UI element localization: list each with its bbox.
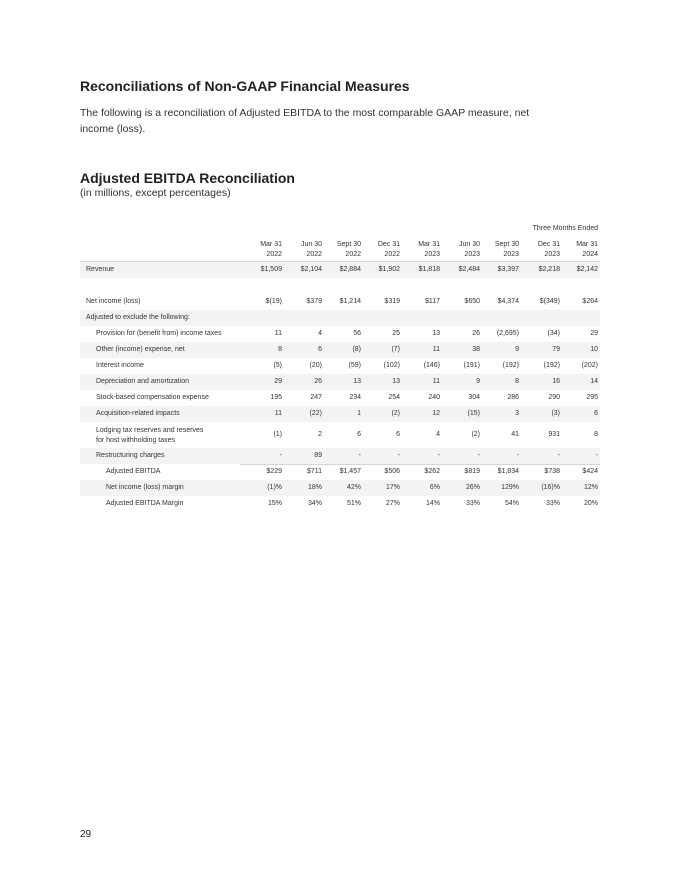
table-cell: - (437, 452, 440, 459)
table-cell: (5) (273, 362, 282, 369)
table-cell: 286 (507, 394, 519, 401)
column-header: Mar 31 2023 (418, 241, 440, 258)
table-cell: $229 (266, 468, 282, 475)
table-cell: 11 (432, 346, 440, 353)
table-cell: 9 (476, 378, 480, 385)
table-cell: - (516, 452, 519, 459)
table-cell: (15) (467, 410, 480, 417)
table-cell: 41 (511, 431, 519, 438)
table-cell: 2 (318, 431, 322, 438)
table-cell: 6 (594, 410, 598, 417)
table-cell: 254 (388, 394, 400, 401)
column-header: Sept 30 2022 (336, 241, 361, 258)
table-cell: (59) (348, 362, 361, 369)
table-cell: 14 (590, 378, 598, 385)
table-cell: 18% (307, 484, 322, 491)
table-cell: (7) (391, 346, 400, 353)
table-cell: $1,834 (497, 468, 519, 475)
table-cell: $711 (306, 468, 322, 475)
table-cell: 89 (314, 452, 322, 459)
table-cell: 240 (428, 394, 440, 401)
table-cell: 38 (472, 346, 480, 353)
row-label: Adjusted EBITDA (106, 468, 161, 475)
table-cell: $650 (464, 298, 480, 305)
row-label: Interest income (96, 362, 144, 369)
table-cell: $1,457 (339, 468, 361, 475)
table-cell: 27% (385, 500, 400, 507)
table-cell: 11 (274, 330, 282, 337)
table-cell: $262 (424, 468, 440, 475)
table-cell: 25 (392, 330, 400, 337)
table-row (80, 448, 600, 464)
table-cell: 17% (385, 484, 400, 491)
table-cell: 26% (465, 484, 480, 491)
table-cell: 26 (314, 378, 322, 385)
table-cell: $264 (582, 298, 598, 305)
table-cell: $1,509 (260, 266, 282, 273)
table-header-row (80, 239, 600, 262)
row-label: Provision for (benefit from) income taxes (96, 330, 222, 337)
table-cell: 6 (357, 431, 361, 438)
table-cell: 15% (267, 500, 282, 507)
table-cell: 11 (274, 410, 282, 417)
table-cell: $738 (544, 468, 560, 475)
table-cell: 14% (425, 500, 440, 507)
table-cell: 29 (590, 330, 598, 337)
table-cell: - (279, 452, 282, 459)
table-cell: (20) (309, 362, 322, 369)
table-cell: $1,902 (378, 266, 400, 273)
table-cell: 1 (357, 410, 361, 417)
table-cell: (22) (309, 410, 322, 417)
table-cell: 79 (552, 346, 560, 353)
table-row (80, 342, 600, 358)
column-group-header: Three Months Ended (532, 225, 598, 232)
table-cell: $4,374 (497, 298, 519, 305)
table-cell: $3,397 (497, 266, 519, 273)
table-cell: 16 (552, 378, 560, 385)
table-cell: 931 (548, 431, 560, 438)
row-label: Depreciation and amortization (96, 378, 189, 385)
table-cell: (34) (547, 330, 560, 337)
table-cell: 33% (545, 500, 560, 507)
table-cell: 6 (318, 346, 322, 353)
table-cell: 13 (392, 378, 400, 385)
table-cell: $506 (384, 468, 400, 475)
row-label: Lodging tax reserves and reserves for host withholding taxes (96, 427, 204, 444)
column-header: Dec 31 2023 (537, 241, 560, 258)
column-header: Mar 31 2024 (576, 241, 598, 258)
table-cell: (102) (383, 362, 400, 369)
section-heading: Reconciliations of Non-GAAP Financial Measures (80, 78, 410, 94)
table-row (80, 262, 600, 278)
table-row (80, 358, 600, 374)
column-header: Jun 30 2023 (458, 241, 480, 258)
row-label: Revenue (86, 266, 115, 273)
table-cell: $2,884 (339, 266, 361, 273)
table-cell: 29 (274, 378, 282, 385)
column-header: Sept 30 2023 (494, 241, 519, 258)
table-cell: $2,142 (576, 266, 598, 273)
table-cell: 20% (583, 500, 598, 507)
table-cell: (2) (391, 410, 400, 417)
table-cell: (192) (543, 362, 560, 369)
table-cell: $1,818 (418, 266, 440, 273)
reconciliation-table (80, 239, 600, 512)
table-cell: (191) (463, 362, 480, 369)
table-cell: 6% (429, 484, 440, 491)
table-cell: 195 (270, 394, 282, 401)
table-row (80, 374, 600, 390)
table-cell: $(19) (265, 298, 282, 305)
table-cell: 12% (583, 484, 598, 491)
row-label: Other (income) expense, net (96, 346, 185, 353)
row-label: Restructuring charges (96, 452, 165, 459)
table-cell: (202) (581, 362, 598, 369)
table-row (80, 464, 600, 480)
column-header: Jun 30 2022 (300, 241, 322, 258)
table-cell: 6 (396, 431, 400, 438)
table-cell: 54% (504, 500, 519, 507)
table-cell: 8 (594, 431, 598, 438)
table-cell: $2,218 (538, 266, 560, 273)
table-cell: 3 (515, 410, 519, 417)
table-row (80, 390, 600, 406)
table-cell: 129% (501, 484, 519, 491)
table-body (80, 262, 600, 512)
table-cell: 4 (436, 431, 440, 438)
table-cell: 295 (586, 394, 598, 401)
page-number: 29 (80, 829, 92, 840)
table-row (80, 294, 600, 310)
row-label: Stock-based compensation expense (96, 394, 209, 401)
table-cell: 290 (548, 394, 560, 401)
table-cell: $2,484 (458, 266, 480, 273)
table-row (80, 326, 600, 342)
table-row (80, 480, 600, 496)
table-cell: 33% (465, 500, 480, 507)
table-spacer (80, 278, 600, 294)
table-cell: (1) (273, 431, 282, 438)
table-cell: - (397, 452, 400, 459)
table-cell: - (358, 452, 361, 459)
table-cell: 26 (472, 330, 480, 337)
table-cell: 34% (307, 500, 322, 507)
table-cell: - (557, 452, 560, 459)
table-cell: 56 (353, 330, 361, 337)
table-cell: $319 (384, 298, 400, 305)
intro-paragraph: The following is a reconciliation of Adjusted EBITDA to the most comparable GAAP measure, net income (loss). (80, 107, 530, 135)
table-row (80, 496, 600, 512)
table-cell: - (595, 452, 598, 459)
table-cell: $1,214 (339, 298, 361, 305)
table-cell: (16)% (541, 484, 560, 491)
column-header: Mar 31 2022 (260, 241, 282, 258)
subtotal-divider (240, 464, 600, 465)
table-cell: (1)% (267, 484, 282, 491)
table-cell: $(349) (539, 298, 560, 305)
table-cell: - (477, 452, 480, 459)
table-title: Adjusted EBITDA Reconciliation (80, 170, 295, 186)
table-cell: 12 (432, 410, 440, 417)
table-cell: 234 (349, 394, 361, 401)
table-cell: 4 (318, 330, 322, 337)
row-label: Net income (loss) (86, 298, 141, 305)
table-cell: (8) (352, 346, 361, 353)
table-cell: $117 (424, 298, 440, 305)
table-cell: 10 (590, 346, 598, 353)
table-cell: $379 (306, 298, 322, 305)
table-cell: (192) (502, 362, 519, 369)
table-cell: (2) (471, 431, 480, 438)
table-cell: 8 (515, 378, 519, 385)
table-cell: 13 (353, 378, 361, 385)
table-row (80, 422, 600, 448)
column-header: Dec 31 2022 (377, 241, 400, 258)
table-cell: (3) (551, 410, 560, 417)
table-cell: $819 (464, 468, 480, 475)
table-cell: 11 (432, 378, 440, 385)
table-cell: (146) (423, 362, 440, 369)
table-cell: 304 (468, 394, 480, 401)
row-label: Adjusted EBITDA Margin (106, 500, 184, 507)
table-cell: $424 (582, 468, 598, 475)
table-cell: 9 (515, 346, 519, 353)
table-cell: $2,104 (300, 266, 322, 273)
table-subtitle: (in millions, except percentages) (80, 187, 231, 199)
table-cell: 13 (432, 330, 440, 337)
table-cell: 247 (310, 394, 322, 401)
row-label: Net income (loss) margin (106, 484, 184, 491)
table-cell: 42% (346, 484, 361, 491)
table-cell: 51% (346, 500, 361, 507)
table-row (80, 406, 600, 422)
table-cell: 8 (278, 346, 282, 353)
table-cell: (2,695) (496, 330, 519, 337)
table-row (80, 310, 600, 326)
row-label: Acquisition-related impacts (96, 410, 180, 417)
row-label: Adjusted to exclude the following: (86, 314, 190, 321)
